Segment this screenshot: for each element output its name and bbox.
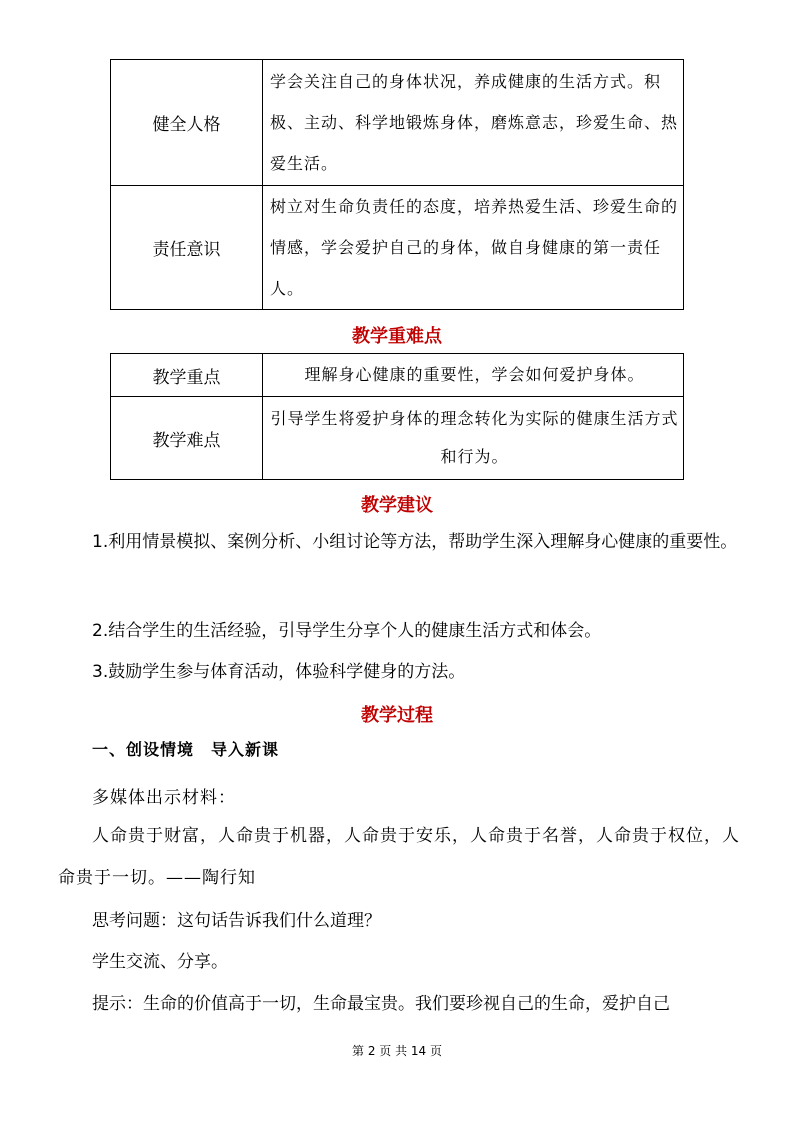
heading-teaching-suggestions: 教学建议 <box>361 495 433 516</box>
key-points-table <box>110 353 684 480</box>
row-content: 理解身心健康的重要性，学会如何爱护身体。 <box>263 354 684 397</box>
quote-text: 人命贵于财富，人命贵于机器，人命贵于安乐，人命贵于名誉，人命贵于权位，人命贵于一切。——陶行知 <box>58 826 740 888</box>
suggestion-item: 2.结合学生的生活经验，引导学生分享个人的健康生活方式和体会。 <box>92 621 602 641</box>
suggestion-item: 1.利用情景模拟、案例分析、小组讨论等方法，帮助学生深入理解身心健康的重要性。 <box>92 532 738 552</box>
table-row <box>111 397 684 480</box>
row-label: 责任意识 <box>111 186 263 310</box>
table-row <box>111 186 684 310</box>
heading-teaching-process: 教学过程 <box>361 705 433 726</box>
competency-table <box>110 59 684 310</box>
material-intro: 多媒体出示材料： <box>92 788 236 808</box>
suggestion-item: 3.鼓励学生参与体育活动，体验科学健身的方法。 <box>92 662 466 682</box>
row-content: 树立对生命负责任的态度，培养热爱生活、珍爱生命的情感，学会爱护自己的身体，做自身健康的第一责任人。 <box>263 186 684 310</box>
section-title: 一、创设情境 导入新课 <box>92 740 280 759</box>
table-row <box>111 354 684 397</box>
activity-text: 学生交流、分享。 <box>92 952 228 972</box>
heading-key-difficult-points: 教学重难点 <box>352 326 442 347</box>
row-content: 引导学生将爱护身体的理念转化为实际的健康生活方式和行为。 <box>263 397 684 480</box>
row-label: 教学难点 <box>111 397 263 480</box>
row-content: 学会关注自己的身体状况，养成健康的生活方式。积极、主动、科学地锻炼身体，磨炼意志，珍爱生命、热爱生活。 <box>263 60 684 186</box>
table-row <box>111 60 684 186</box>
row-label: 教学重点 <box>111 354 263 397</box>
question-text: 思考问题：这句话告诉我们什么道理？ <box>92 911 381 931</box>
page-footer: 第 2 页 共 14 页 <box>352 1044 442 1058</box>
row-label: 健全人格 <box>111 60 263 186</box>
hint-text: 提示：生命的价值高于一切，生命最宝贵。我们要珍视自己的生命，爱护自己 <box>92 994 670 1014</box>
